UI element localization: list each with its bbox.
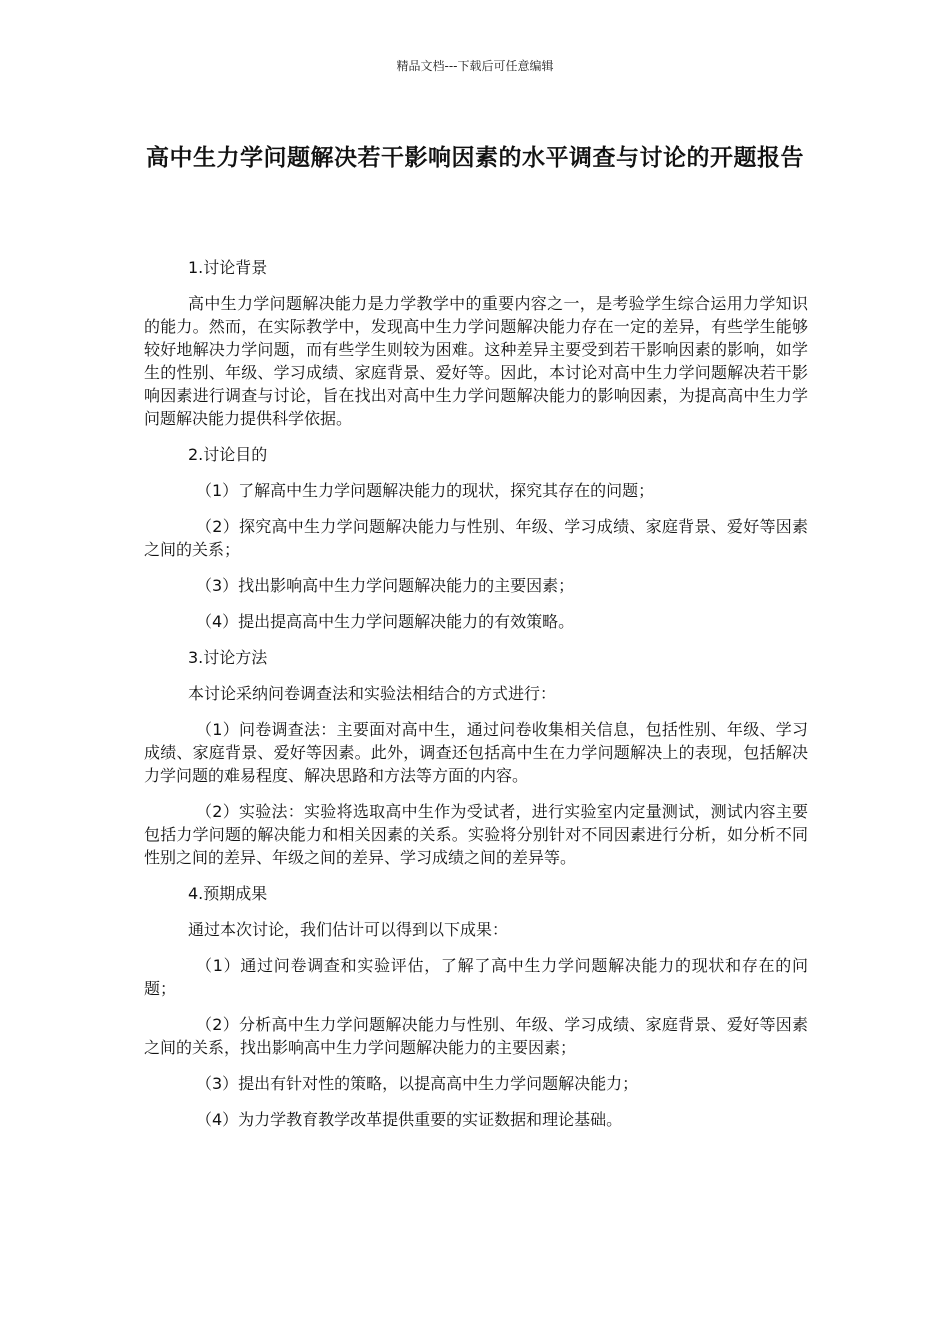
results-item: （1）通过问卷调查和实验评估，了解了高中生力学问题解决能力的现状和存在的问题； <box>144 956 808 998</box>
results-item: （3）提出有针对性的策略，以提高高中生力学问题解决能力； <box>196 1074 639 1093</box>
method-item: （1）问卷调查法：主要面对高中生，通过问卷收集相关信息，包括性别、年级、学习成绩、家庭背景、爱好等因素。此外，调查还包括高中生在力学问题解决上的表现，包括解决力学问题的难易程度、解决思路和方法等方面的内容。 <box>144 720 808 785</box>
purpose-item: （4）提出提高高中生力学问题解决能力的有效策略。 <box>196 612 575 631</box>
section-heading-background: 1.讨论背景 <box>188 258 268 277</box>
purpose-item: （1）了解高中生力学问题解决能力的现状，探究其存在的问题； <box>196 481 655 500</box>
section-heading-results: 4.预期成果 <box>188 884 268 903</box>
results-intro: 通过本次讨论，我们估计可以得到以下成果： <box>188 920 509 939</box>
document-title: 高中生力学问题解决若干影响因素的水平调查与讨论的开题报告 <box>146 145 804 171</box>
background-paragraph: 高中生力学问题解决能力是力学教学中的重要内容之一，是考验学生综合运用力学知识的能力。然而，在实际教学中，发现高中生力学问题解决能力存在一定的差异，有些学生能够较好地解决力学问题，而有些学生则较为困难。这种差异主要受到若干影响因素的影响，如学生的性别、年级、学习成绩、家庭背景、爱好等。因此，本讨论对高中生力学问题解决若干影响因素进行调查与讨论，旨在找出对高中生力学问题解决能力的影响因素，为提高高中生力学问题解决能力提供科学依据。 <box>144 294 808 428</box>
section-heading-method: 3.讨论方法 <box>188 648 268 667</box>
purpose-item: （2）探究高中生力学问题解决能力与性别、年级、学习成绩、家庭背景、爱好等因素之间的关系； <box>144 517 808 559</box>
results-item: （2）分析高中生力学问题解决能力与性别、年级、学习成绩、家庭背景、爱好等因素之间的关系，找出影响高中生力学问题解决能力的主要因素； <box>144 1015 808 1057</box>
section-heading-purpose: 2.讨论目的 <box>188 445 268 464</box>
document-body <box>144 256 808 1144</box>
purpose-item: （3）找出影响高中生力学问题解决能力的主要因素； <box>196 576 575 595</box>
method-item: （2）实验法：实验将选取高中生作为受试者，进行实验室内定量测试，测试内容主要包括力学问题的解决能力和相关因素的关系。实验将分别针对不同因素进行分析，如分析不同性别之间的差异、年级之间的差异、学习成绩之间的差异等。 <box>144 802 808 867</box>
results-item: （4）为力学教育教学改革提供重要的实证数据和理论基础。 <box>196 1110 623 1129</box>
page-header-note: 精品文档---下载后可任意编辑 <box>396 59 554 73</box>
method-intro: 本讨论采纳问卷调查法和实验法相结合的方式进行： <box>188 684 557 703</box>
